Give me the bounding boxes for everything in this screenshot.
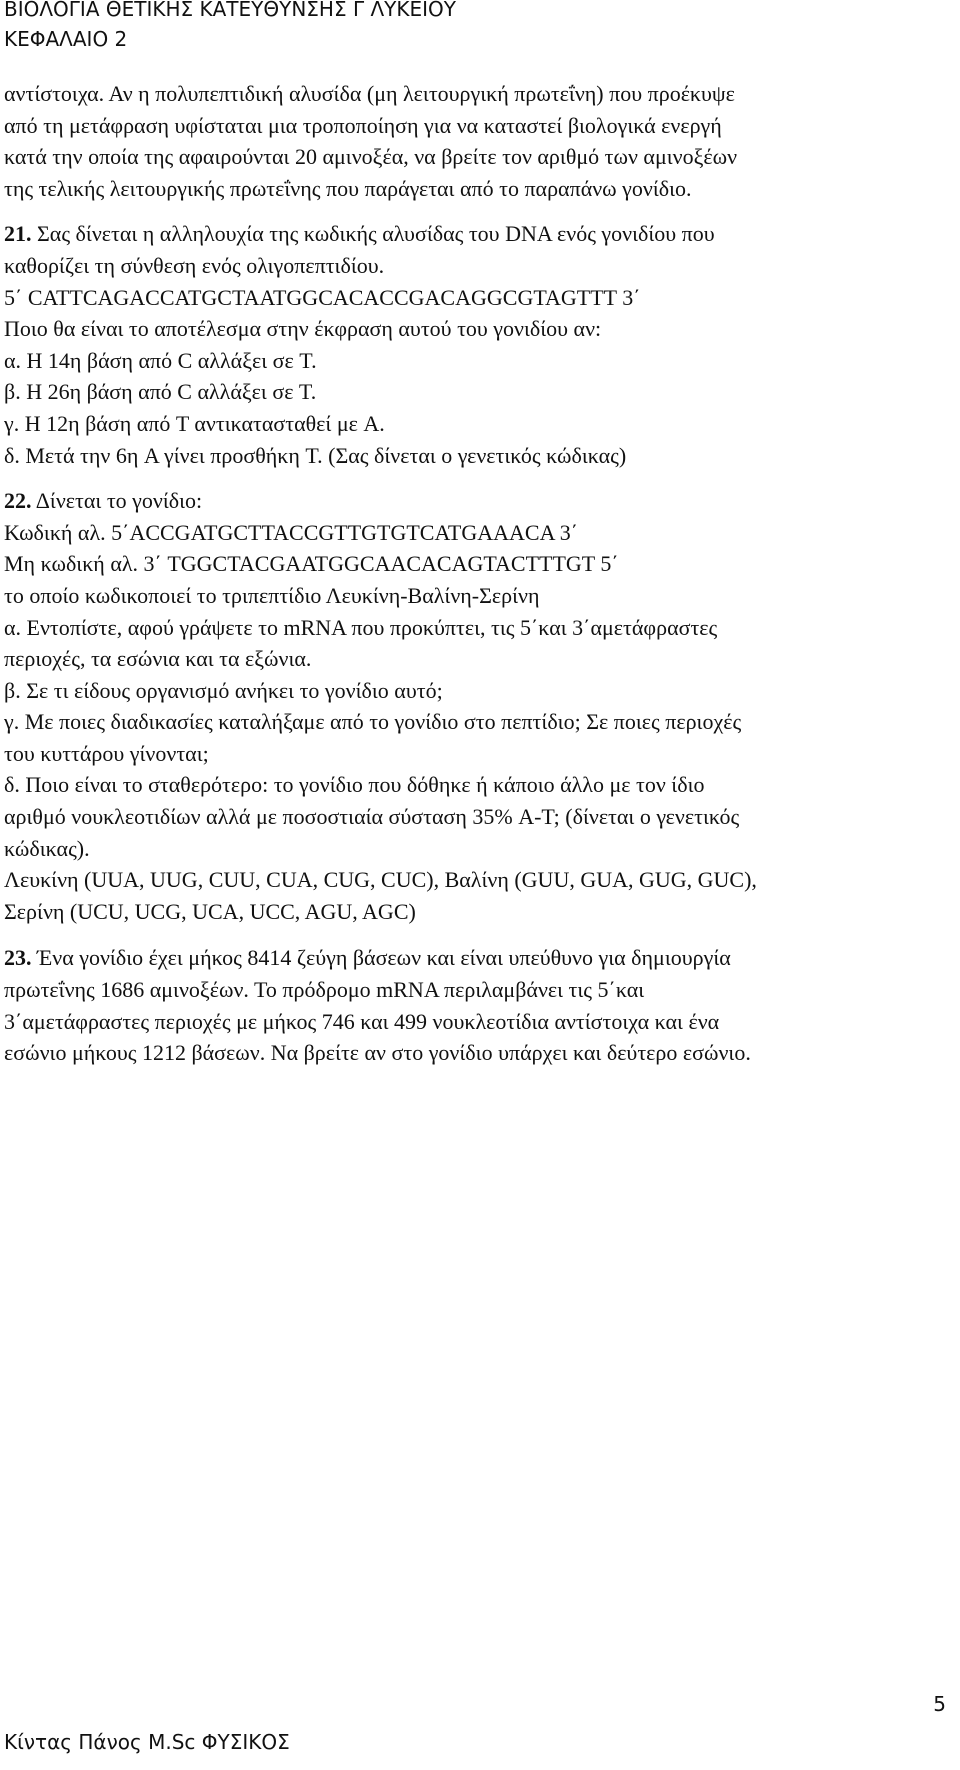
text-line: καθορίζει τη σύνθεση ενός ολιγοπεπτιδίου. (4, 252, 385, 278)
question-21-heading (4, 218, 949, 250)
header-chapter: ΚΕΦΑΛΑΙΟ 2 (4, 27, 128, 51)
page-footer: Κίντας Πάνος Μ.Sc ΦΥΣΙΚΟΣ (4, 1730, 290, 1754)
text-line: κατά την οποία της αφαιρούνται 20 αμινοξέα, να βρείτε τον αριθμό των αμινοξέων (4, 144, 738, 170)
page-number: 5 (933, 1692, 946, 1716)
question-number: 23. (4, 945, 32, 971)
question-22-heading (4, 485, 949, 517)
codon-list: Σερίνη (UCU, UCG, UCA, UCC, AGU, AGC) (4, 898, 416, 924)
text-line: περιοχές, τα εσώνια και τα εξώνια. (4, 646, 312, 672)
question-text: Σας δίνεται η αλληλουχία της κωδικής αλυσίδας του DNA ενός γονιδίου που (31, 221, 715, 247)
intro-paragraph (4, 78, 949, 204)
question-text: Ένα γονίδιο έχει μήκος 8414 ζεύγη βάσεων και είναι υπεύθυνο για δημιουργία (31, 945, 731, 971)
question-number: 21. (4, 221, 32, 247)
sub-question-a: α. Η 14η βάση από C αλλάξει σε T. (4, 347, 317, 373)
text-line: πρωτεΐνης 1686 αμινοξέων. Το πρόδρομο mRNA περιλαμβάνει τις 5΄και (4, 977, 645, 1003)
sub-question-b: β. Σε τι είδους οργανισμό ανήκει το γονίδιο αυτό; (4, 677, 443, 703)
question-number: 22. (4, 488, 32, 514)
sub-question-d: δ. Ποιο είναι το σταθερότερο: το γονίδιο που δόθηκε ή κάποιο άλλο με τον ίδιο (4, 772, 705, 798)
sub-question-c: γ. Η 12η βάση από T αντικατασταθεί με A. (4, 410, 385, 436)
question-text: Δίνεται το γονίδιο: (31, 488, 203, 514)
header-title: ΒΙΟΛΟΓΙΑ ΘΕΤΙΚΗΣ ΚΑΤΕΥΘΥΝΣΗΣ Γ ΛΥΚΕΙΟΥ (4, 0, 456, 21)
text-line: του κυττάρου γίνονται; (4, 740, 209, 766)
question-23 (4, 942, 949, 1068)
codon-list: Λευκίνη (UUA, UUG, CUU, CUA, CUG, CUC), Βαλίνη (GUU, GUA, GUG, GUC), (4, 867, 757, 893)
page-header (4, 0, 456, 54)
text-line: κώδικας). (4, 835, 90, 861)
sub-question-a: α. Εντοπίστε, αφού γράψετε το mRNA που προκύπτει, τις 5΄και 3΄αμετάφραστες (4, 614, 718, 640)
text-line: από τη μετάφραση υφίσταται μια τροποποίηση για να καταστεί βιολογικά ενεργή (4, 112, 722, 138)
dna-sequence: 5΄ CATTCAGACCATGCTAATGGCACACCGACAGGCGTAGTTT 3΄ (4, 284, 641, 310)
template-strand: Μη κωδική αλ. 3΄ TGGCTACGAATGGCAACACAGTACTTTGT 5΄ (4, 551, 619, 577)
text-line: της τελικής λειτουργικής πρωτεΐνης που παράγεται από το παραπάνω γονίδιο. (4, 175, 692, 201)
sub-question-c: γ. Με ποιες διαδικασίες καταλήξαμε από το γονίδιο στο πεπτίδιο; Σε ποιες περιοχές (4, 709, 742, 735)
text-line: 3΄αμετάφραστες περιοχές με μήκος 746 και 499 νουκλεοτίδια αντίστοιχα και ένα (4, 1008, 720, 1034)
text-line: αντίστοιχα. Αν η πολυπεπτιδική αλυσίδα (μη λειτουργική πρωτεΐνη) που προέκυψε (4, 81, 735, 106)
document-body (4, 78, 949, 1069)
text-line: το οποίο κωδικοποιεί το τριπεπτίδιο Λευκίνη-Βαλίνη-Σερίνη (4, 582, 540, 608)
coding-strand: Κωδική αλ. 5΄ACCGATGCTTACCGTTGTGTCATGAAACA 3΄ (4, 519, 579, 545)
sub-question-d: δ. Μετά την 6η A γίνει προσθήκη T. (Σας δίνεται ο γενετικός κώδικας) (4, 442, 627, 468)
text-line: εσώνιο μήκους 1212 βάσεων. Να βρείτε αν στο γονίδιο υπάρχει και δεύτερο εσώνιο. (4, 1040, 751, 1066)
sub-question-b: β. Η 26η βάση από C αλλάξει σε T. (4, 379, 317, 405)
question-23-heading (4, 942, 949, 974)
text-line: Ποιο θα είναι το αποτέλεσμα στην έκφραση αυτού του γονιδίου αν: (4, 316, 602, 342)
text-line: αριθμό νουκλεοτιδίων αλλά με ποσοστιαία σύσταση 35% A-T; (δίνεται ο γενετικός (4, 804, 740, 830)
question-22 (4, 485, 949, 927)
question-21 (4, 218, 949, 471)
